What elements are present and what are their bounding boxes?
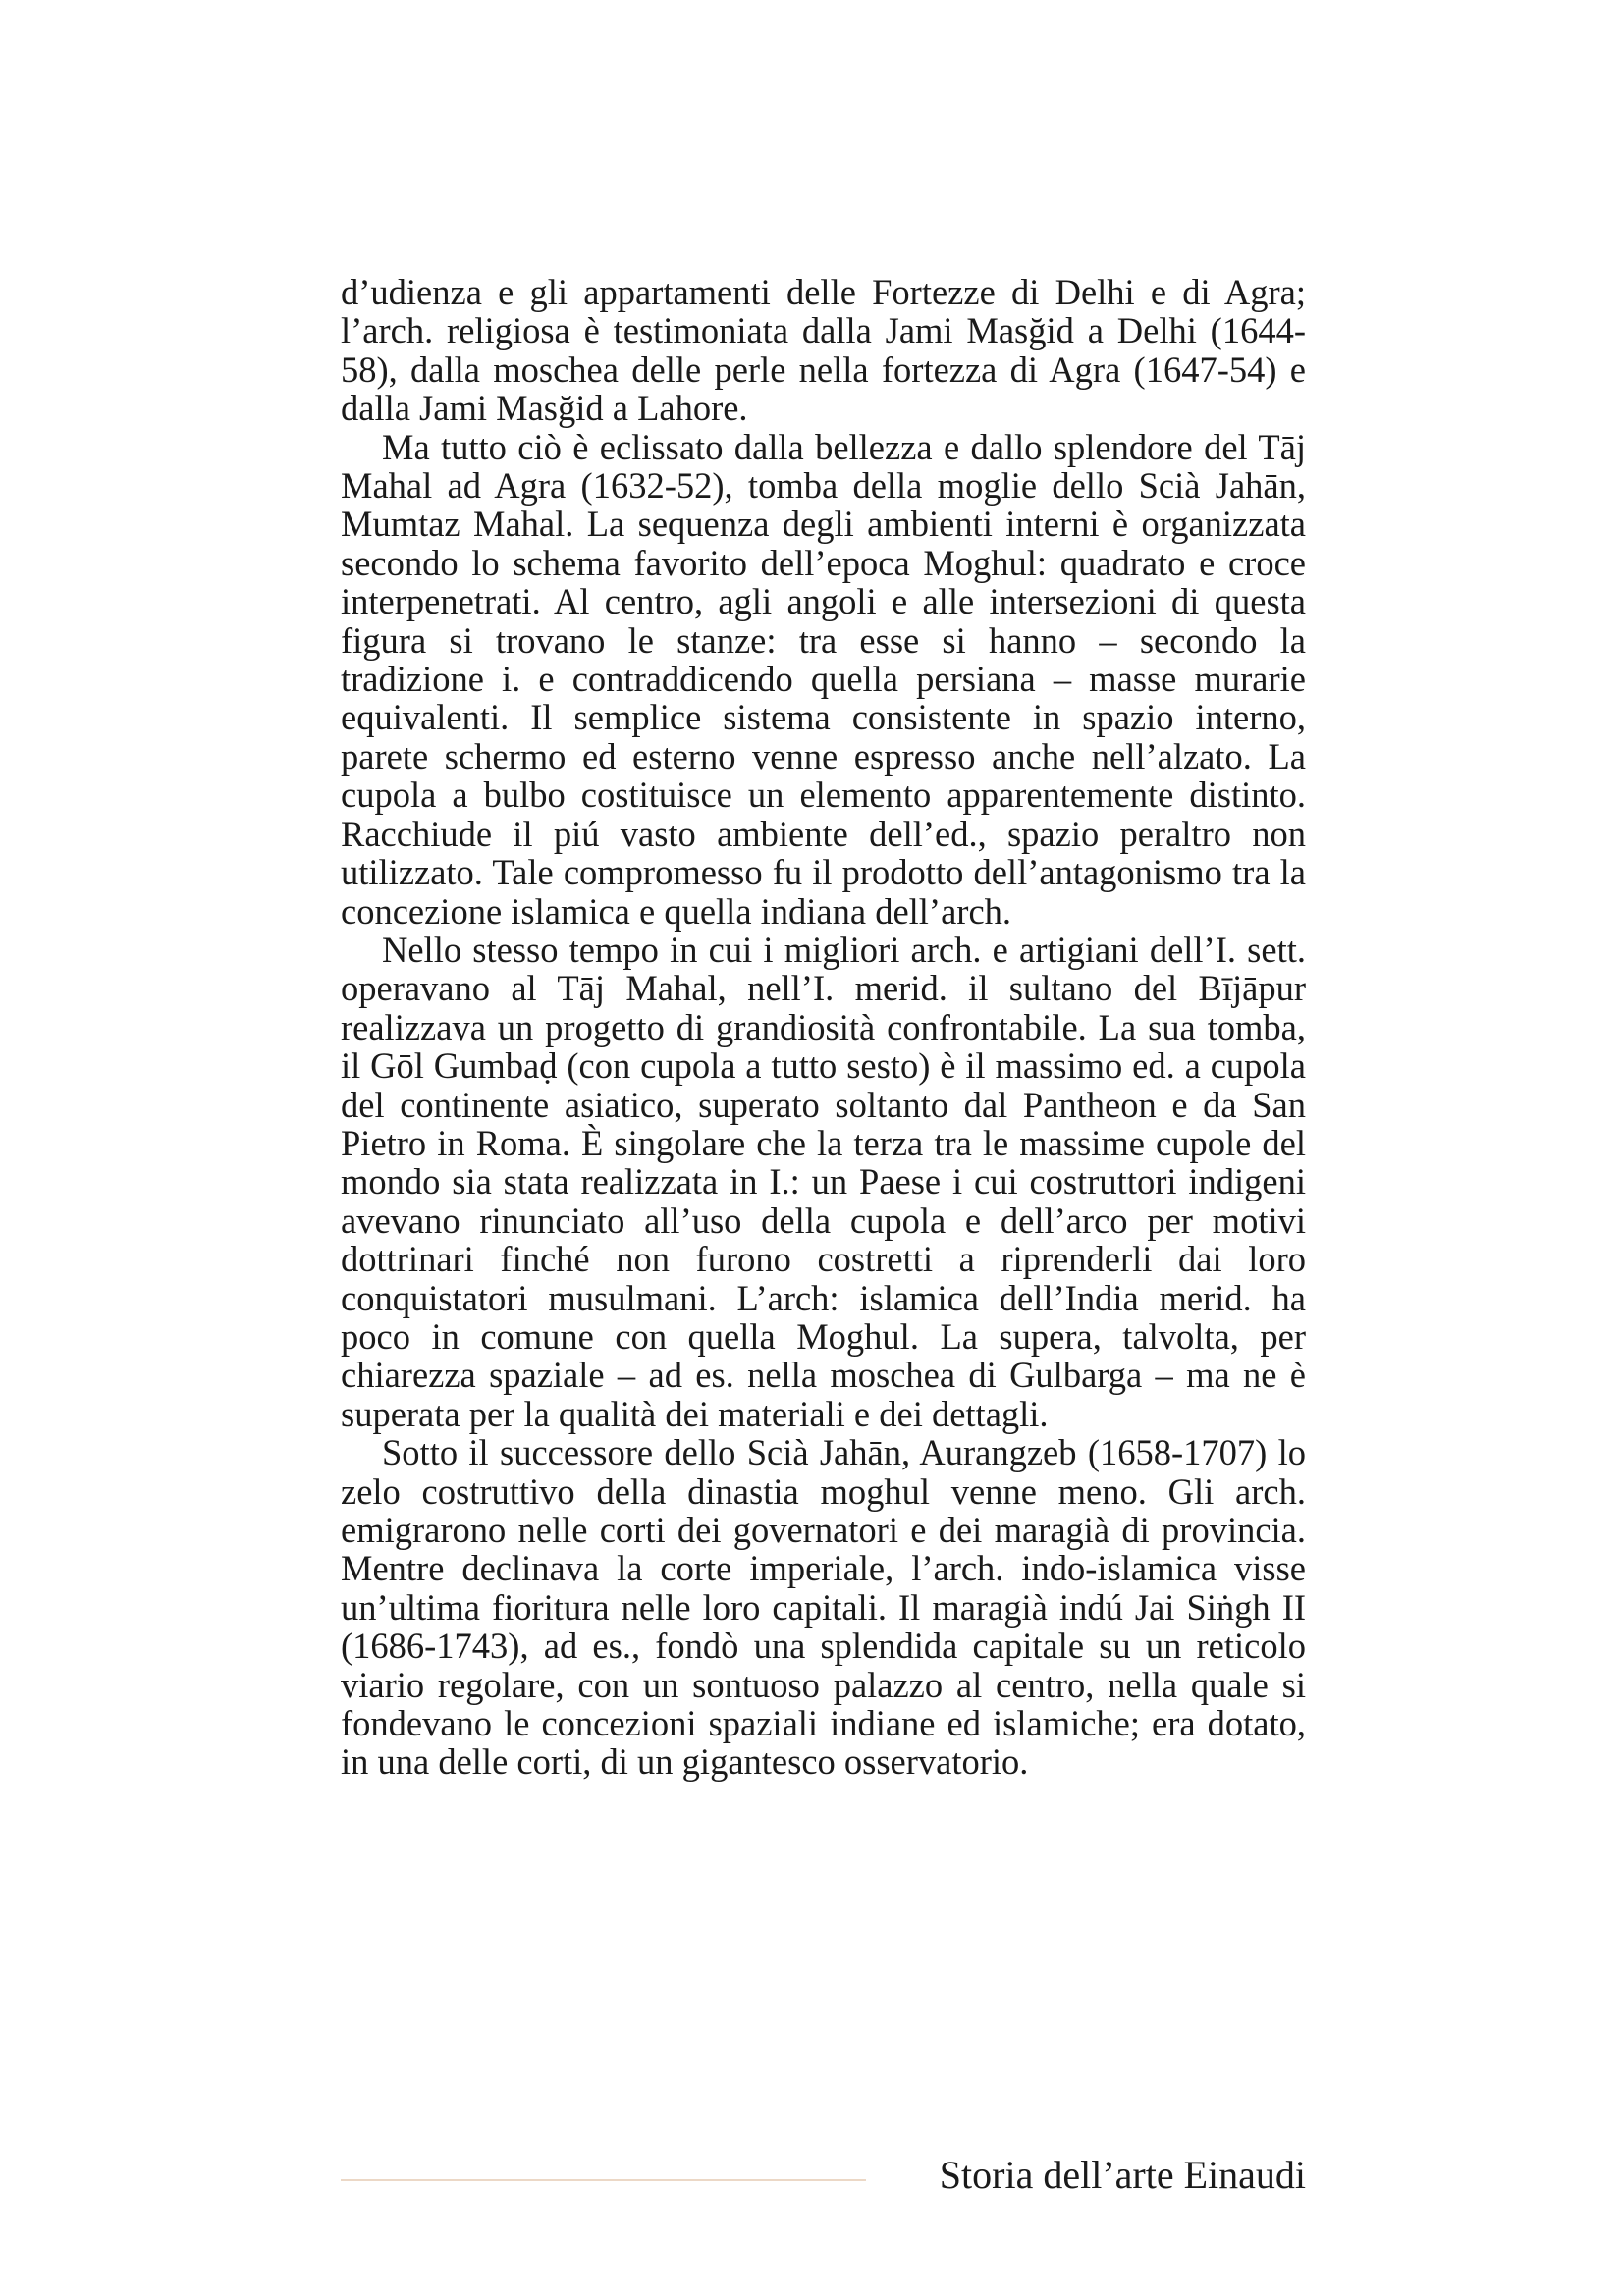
main-text [341, 273, 1306, 1782]
paragraph-1: d’udienza e gli appartamenti delle Fortezze di Delhi e di Agra; l’arch. religiosa è testimoniata dalla Jami Masğid a Delhi (1644-58), dalla moschea delle perle nella fortezza di Agra (1647-54) e dalla Jami Masğid a Lahore. [341, 272, 1306, 429]
footer-rule [341, 2179, 866, 2181]
paragraph-2: Ma tutto ciò è eclissato dalla bellezza e dallo splendore del Tāj Mahal ad Agra (1632-52), tomba della moglie dello Scià Jahān, Mumtaz Mahal. La sequenza degli ambienti interni è organizzata secondo lo schema favorito dell’epoca Moghul: quadrato e croce interpenetrati. Al centro, agli angoli e alle intersezioni di questa figura si trovano le stanze: tra esse si hanno – secondo la tradizione i. e contraddicendo quella persiana – masse murarie equivalenti. Il semplice sistema consistente in spazio interno, parete schermo ed esterno venne espresso anche nell’alzato. La cupola a bulbo costituisce un elemento apparentemente distinto. Racchiude il piú vasto ambiente dell’ed., spazio peraltro non utilizzato. Tale compromesso fu il prodotto dell’antagonismo tra la concezione islamica e quella indiana dell’arch. [341, 426, 1306, 932]
paragraph-3: Nello stesso tempo in cui i migliori arch. e artigiani dell’I. sett. operavano al Tāj Mahal, nell’I. merid. il sultano del Bījāpur realizzava un progetto di grandiosità confrontabile. La sua tomba, il Gōl Gumbaḍ (con cupola a tutto sesto) è il massimo ed. a cupola del continente asiatico, superato soltanto dal Pantheon e da San Pietro in Roma. È singolare che la terza tra le massime cupole del mondo sia stata realizzata in I.: un Paese i cui costruttori indigeni avevano rinunciato all’uso della cupola e dell’arco per motivi dottrinari finché non furono costretti a riprenderli dai loro conquistatori musulmani. L’arch: islamica dell’India merid. ha poco in comune con quella Moghul. La supera, talvolta, per chiarezza spaziale – ad es. nella moschea di Gulbarga – ma ne è superata per la qualità dei materiali e dei dettagli. [341, 929, 1306, 1434]
footer-title: Storia dell’arte Einaudi [939, 2153, 1306, 2197]
paragraph-4: Sotto il successore dello Scià Jahān, Aurangzeb (1658-1707) lo zelo costruttivo della dinastia moghul venne meno. Gli arch. emigrarono nelle corti dei governatori e dei maragià di provincia. Mentre declinava la corte imperiale, l’arch. indo-islamica visse un’ultima fioritura nelle loro capitali. Il maragià indú Jai Siṅgh II (1686-1743), ad es., fondò una splendida capitale su un reticolo viario regolare, con un sontuoso palazzo al centro, nella quale si fondevano le concezioni spaziali indiane ed islamiche; era dotato, in una delle corti, di un gigantesco osservatorio. [341, 1432, 1306, 1783]
page-footer [341, 2152, 1306, 2201]
